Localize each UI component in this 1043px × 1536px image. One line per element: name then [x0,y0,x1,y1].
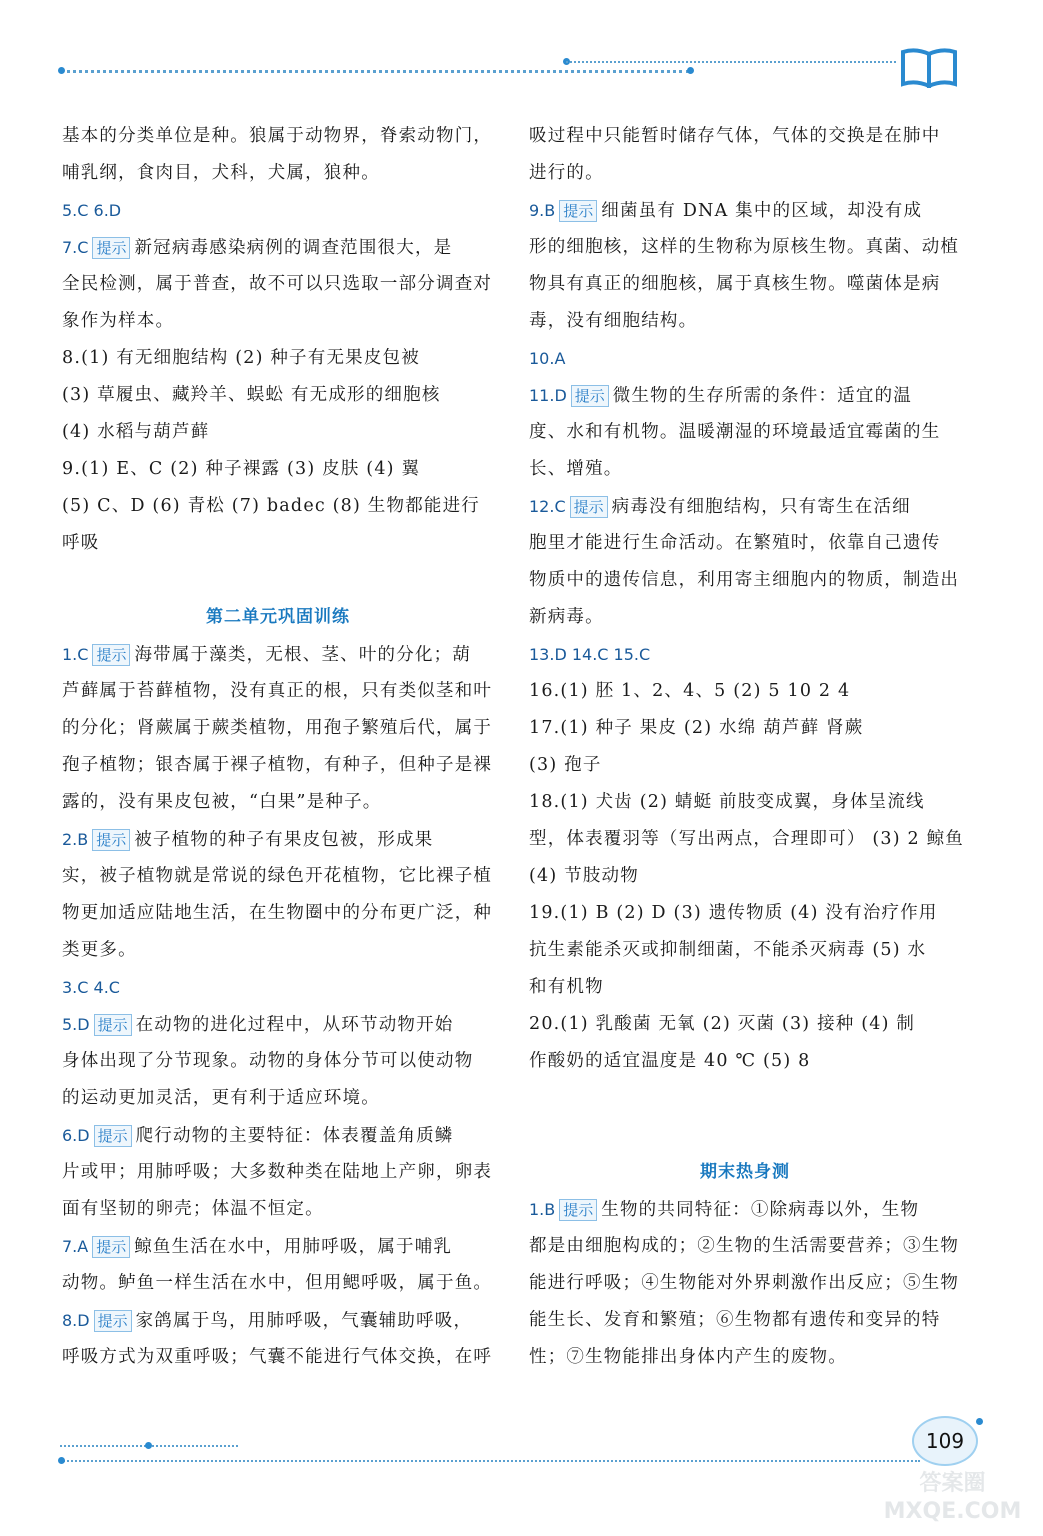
section-title: 第二单元巩固训练 [206,607,350,627]
answer-final-1 [529,1191,961,1228]
answer-number: 2.B [62,830,89,849]
spacer [62,562,494,599]
footer-dot [145,1442,152,1449]
hint-tag: 提示 [92,1236,130,1258]
answer-s2-2 [62,821,494,858]
book-icon [900,46,958,88]
header-dot [58,67,65,74]
answer-16: 16.(1) 胚 1、2、4、5 (2) 5 10 2 4 [529,681,851,701]
text-line: 都是由细胞构成的；②生物的生活需要营养；③生物 [529,1236,960,1256]
page-number: 109 [912,1416,978,1466]
answer-number: 9.B [529,201,556,220]
hint-tag: 提示 [559,1199,597,1221]
answer-text: 生物的共同特征：①除病毒以外，生物 [601,1200,920,1220]
text-line: 性；⑦生物能排出身体内产生的废物。 [529,1347,847,1367]
answer-9 [529,192,961,229]
text-line: 形的细胞核，这样的生物称为原核生物。真菌、动植 [529,237,960,257]
text-line: 和有机物 [529,977,604,997]
hint-tag: 提示 [570,496,608,518]
hint-tag: 提示 [94,1014,132,1036]
hint-tag: 提示 [94,1310,132,1332]
text-line: 象作为样本。 [62,311,175,331]
text-line: 片或甲；用肺呼吸；大多数种类在陆地上产卵，卵表 [62,1162,493,1182]
answer-17: 17.(1) 种子 果皮 (2) 水绵 葫芦藓 肾蕨 [529,718,864,738]
left-column [62,118,494,1376]
hint-tag: 提示 [92,237,130,259]
text-line: 实，被子植物就是常说的绿色开花植物，它比裸子植 [62,866,493,886]
text-line: (3) 草履虫、藏羚羊、蜈蚣 有无成形的细胞核 [62,385,441,405]
answer-text: 鲸鱼生活在水中，用肺呼吸，属于哺乳 [134,1237,453,1257]
text-line: 的分化；肾蕨属于蕨类植物，用孢子繁殖后代，属于 [62,718,493,738]
answer-text: 爬行动物的主要特征：体表覆盖角质鳞 [135,1126,454,1146]
watermark [870,1470,1035,1530]
text-line: 长、增殖。 [529,459,623,479]
text-line: 吸过程中只能暂时储存气体，气体的交换是在肺中 [529,126,941,146]
text-line: 物质中的遗传信息，利用寄主细胞内的物质，制造出 [529,570,960,590]
answer-11 [529,377,961,414]
text-line: 能进行呼吸；④生物能对外界刺激作出反应；⑤生物 [529,1273,960,1293]
badge-dot [976,1418,983,1425]
section-title: 期末热身测 [700,1162,790,1182]
hint-tag: 提示 [571,385,609,407]
answer-numbers: 3.C 4.C [62,978,120,997]
text-line: (3) 孢子 [529,755,602,775]
answer-number: 12.C [529,497,566,516]
text-line: 型，体表覆羽等（写出两点，合理即可） (3) 2 鲸鱼 [529,829,965,849]
answer-8: 8.(1) 有无细胞结构 (2) 种子有无果皮包被 [62,348,420,368]
text-line: 物更加适应陆地生活，在生物圈中的分布更广泛，种 [62,903,493,923]
text-line: 作酸奶的适宜温度是 40 ℃ (5) 8 [529,1051,811,1071]
answer-number: 1.B [529,1200,556,1219]
answer-5-6 [62,192,494,229]
answer-number: 10.A [529,349,566,368]
text-line: 类更多。 [62,940,137,960]
answer-7 [62,229,494,266]
answer-text: 家鸽属于鸟，用肺呼吸，气囊辅助呼吸， [135,1311,473,1331]
answer-text: 细菌虽有 DNA 集中的区域，却没有成 [601,201,923,221]
answer-s2-6 [62,1117,494,1154]
text-line: 抗生素能杀灭或抑制细菌，不能杀灭病毒 (5) 水 [529,940,927,960]
text-line: 孢子植物；银杏属于裸子植物，有种子，但种子是裸 [62,755,493,775]
hint-tag: 提示 [94,1125,132,1147]
answer-number: 1.C [62,645,89,664]
text-line: 呼吸方式为双重呼吸；气囊不能进行气体交换，在呼 [62,1347,493,1367]
text-line: 新病毒。 [529,607,604,627]
header-dotted-line [60,70,690,73]
answer-s2-8 [62,1302,494,1339]
answer-text: 被子植物的种子有果皮包被，形成果 [134,830,434,850]
text-line: (4) 节肢动物 [529,866,639,886]
answer-text: 微生物的生存所需的条件：适宜的温 [612,386,912,406]
text-line: 毒，没有细胞结构。 [529,311,698,331]
answer-s2-1 [62,636,494,673]
answer-12 [529,488,961,525]
answer-19: 19.(1) B (2) D (3) 遗传物质 (4) 没有治疗作用 [529,903,938,923]
answer-text: 在动物的进化过程中，从环节动物开始 [135,1015,454,1035]
text-line: 露的，没有果皮包被，“白果”是种子。 [62,792,382,812]
answer-13-15 [529,636,961,673]
answer-text: 海带属于藻类，无根、茎、叶的分化；葫 [134,645,472,665]
text-line: 芦藓属于苔藓植物，没有真正的根，只有类似茎和叶 [62,681,493,701]
text-line: 胞里才能进行生命活动。在繁殖时，依靠自己遗传 [529,533,941,553]
text-line: 身体出现了分节现象。动物的身体分节可以使动物 [62,1051,474,1071]
hint-tag: 提示 [559,200,597,222]
footer-dotted-line [60,1460,920,1462]
text-line: 物具有真正的细胞核，属于真核生物。噬菌体是病 [529,274,941,294]
answer-number: 7.C [62,238,89,257]
answer-s2-5 [62,1006,494,1043]
answer-9: 9.(1) E、C (2) 种子裸露 (3) 皮肤 (4) 翼 [62,459,421,479]
text-line: 哺乳纲，食肉目，犬科，犬属，狼种。 [62,163,380,183]
answer-number: 6.D [62,1126,90,1145]
text-line: (4) 水稻与葫芦藓 [62,422,210,442]
text-line: 呼吸 [62,533,100,553]
spacer [529,1117,961,1154]
hint-tag: 提示 [92,644,130,666]
watermark-line: 答案圈 [919,1471,986,1496]
text-line: 进行的。 [529,163,604,183]
text-line: 的运动更加灵活，更有利于适应环境。 [62,1088,380,1108]
text-line: 度、水和有机物。温暖潮湿的环境最适宜霉菌的生 [529,422,941,442]
answer-18: 18.(1) 犬齿 (2) 蜻蜓 前肢变成翼，身体呈流线 [529,792,925,812]
answer-s2-7 [62,1228,494,1265]
watermark-line: MXQE.COM [883,1499,1022,1524]
header-dotted-line-upper [566,61,896,63]
text-line: 全民检测，属于普查，故不可以只选取一部分调查对 [62,274,493,294]
answer-number: 7.A [62,1237,89,1256]
answer-10 [529,340,961,377]
answer-text: 新冠病毒感染病例的调查范围很大，是 [134,238,453,258]
hint-tag: 提示 [92,829,130,851]
footer-dot [58,1457,65,1464]
text-line: 基本的分类单位是种。狼属于动物界，脊索动物门， [62,126,493,146]
answer-s2-3-4 [62,969,494,1006]
answer-number: 11.D [529,386,567,405]
header-dot [687,67,694,74]
answer-number: 5.D [62,1015,90,1034]
text-line: (5) C、D (6) 青松 (7) badec (8) 生物都能进行 [62,496,481,516]
answer-numbers: 13.D 14.C 15.C [529,645,651,664]
text-line: 动物。鲈鱼一样生活在水中，但用鳃呼吸，属于鱼。 [62,1273,493,1293]
answer-numbers: 5.C 6.D [62,201,122,220]
spacer [529,1080,961,1117]
text-line: 能生长、发育和繁殖；⑥生物都有遗传和变异的特 [529,1310,941,1330]
answer-20: 20.(1) 乳酸菌 无氧 (2) 灭菌 (3) 接种 (4) 制 [529,1014,916,1034]
right-column [529,118,965,1376]
answer-text: 病毒没有细胞结构，只有寄生在活细 [611,497,911,517]
text-line: 面有坚韧的卵壳；体温不恒定。 [62,1199,324,1219]
answer-number: 8.D [62,1311,90,1330]
